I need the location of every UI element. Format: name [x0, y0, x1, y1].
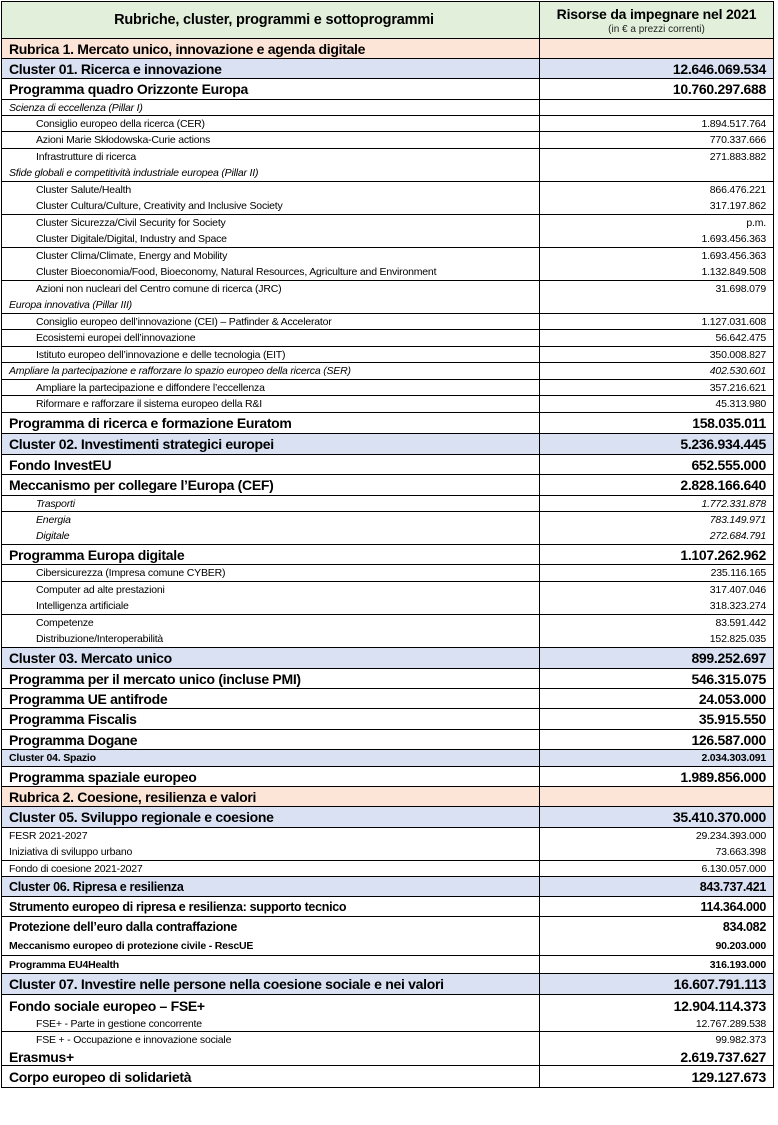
- program-row: [2, 413, 773, 434]
- row-label: Riformare e rafforzare il sistema europeo della R&I: [36, 398, 262, 410]
- row-label: Azioni non nucleari del Centro comune di ricerca (JRC): [36, 283, 282, 295]
- row-value-cell: [540, 669, 773, 688]
- program-row: [2, 1066, 773, 1087]
- row-label-cell: [2, 956, 540, 973]
- row-value-cell: [540, 995, 773, 1016]
- row-label-cell: [2, 917, 540, 937]
- row-label: Programma Dogane: [9, 731, 138, 748]
- row-label-cell: [2, 631, 540, 647]
- row-label-cell: [2, 709, 540, 729]
- table-row: [2, 330, 773, 347]
- row-value-cell: [540, 528, 773, 544]
- program-row: [2, 709, 773, 730]
- row-value: 843.737.421: [699, 879, 766, 894]
- table-row: [2, 565, 773, 582]
- row-value: 350.008.827: [709, 348, 766, 361]
- table-row: [2, 248, 773, 264]
- row-value: 24.053.000: [698, 690, 766, 707]
- row-label: Programma quadro Orizzonte Europa: [9, 81, 249, 97]
- row-label-cell: [2, 995, 540, 1016]
- rubrica-row: [2, 787, 773, 807]
- row-label-cell: [2, 149, 540, 165]
- row-label: Cluster 01. Ricerca e innovazione: [9, 60, 222, 77]
- program-row: [2, 689, 773, 709]
- row-value-cell: [540, 598, 773, 614]
- row-value: 2.828.166.640: [680, 477, 766, 493]
- row-label-cell: [2, 897, 540, 916]
- row-value: 10.760.297.688: [672, 81, 766, 97]
- row-label: Cluster 06. Ripresa e resilienza: [9, 879, 184, 894]
- row-label-cell: [2, 59, 540, 78]
- row-label: Meccanismo per collegare l’Europa (CEF): [9, 477, 274, 493]
- row-value-cell: [540, 750, 773, 766]
- row-value-cell: [540, 1066, 773, 1087]
- row-value-cell: [540, 512, 773, 528]
- row-value-cell: [540, 165, 773, 181]
- row-label: Ampliare la partecipazione e diffondere l’eccellenza: [36, 381, 265, 394]
- row-label: Ecosistemi europei dell’innovazione: [36, 332, 196, 344]
- row-label: Fondo di coesione 2021-2027: [9, 862, 143, 875]
- row-label: Programma UE antifrode: [9, 690, 168, 707]
- pillar-row: [2, 165, 773, 182]
- row-value-cell: [540, 582, 773, 598]
- row-value: 1.693.456.363: [701, 250, 766, 262]
- row-label: Cluster Bioeconomia/Food, Bioeconomy, Natural Resources, Agriculture and Environment: [36, 266, 437, 278]
- row-value: 1.127.031.608: [701, 315, 766, 328]
- row-value-cell: [540, 363, 773, 379]
- row-value: 318.323.274: [709, 600, 766, 612]
- row-value: 357.216.621: [709, 381, 766, 394]
- row-label-cell: [2, 689, 540, 708]
- row-label: Programma EU4Health: [9, 958, 119, 971]
- row-label: Meccanismo europeo di protezione civile - RescUE: [9, 940, 254, 952]
- row-label: Fondo sociale europeo – FSE+: [9, 997, 205, 1014]
- row-label: Istituto europeo dell’innovazione e delle tecnologia (EIT): [36, 348, 286, 361]
- row-value: 899.252.697: [691, 650, 766, 666]
- row-value-cell: [540, 974, 773, 994]
- row-label: Erasmus+: [9, 1048, 74, 1065]
- table-row: [2, 1016, 773, 1032]
- row-value: 1.894.517.764: [701, 117, 766, 130]
- row-value-cell: [540, 787, 773, 806]
- row-label: Programma di ricerca e formazione Euratom: [9, 415, 292, 431]
- row-label-cell: [2, 100, 540, 115]
- row-label: Cluster 04. Spazio: [9, 752, 96, 764]
- row-value-cell: [540, 897, 773, 916]
- row-value: 99.982.373: [715, 1034, 766, 1046]
- row-value-cell: [540, 828, 773, 844]
- row-value-cell: [540, 248, 773, 264]
- row-label-cell: [2, 475, 540, 495]
- row-value: 272.684.791: [709, 530, 766, 542]
- row-label-cell: [2, 434, 540, 454]
- budget-table: [1, 1, 774, 1088]
- row-value-cell: [540, 182, 773, 198]
- row-value: 317.197.862: [709, 200, 766, 212]
- row-value-cell: [540, 380, 773, 395]
- row-value: 45.313.980: [715, 398, 766, 410]
- row-value-cell: [540, 314, 773, 329]
- program-row: [2, 475, 773, 496]
- row-label: Intelligenza artificiale: [36, 600, 129, 612]
- table-row: [2, 1032, 773, 1048]
- row-value: 1.132.849.508: [701, 266, 766, 278]
- row-value: 6.130.057.000: [701, 862, 766, 875]
- row-value: 402.530.601: [709, 365, 766, 377]
- row-label: Programma per il mercato unico (incluse PMI): [9, 670, 301, 687]
- row-label-cell: [2, 396, 540, 412]
- row-value: 158.035.011: [692, 415, 766, 431]
- table-row: [2, 615, 773, 631]
- row-label: Cibersicurezza (Impresa comune CYBER): [36, 567, 226, 579]
- row-value-cell: [540, 844, 773, 860]
- row-label: Trasporti: [36, 497, 75, 510]
- row-label: Corpo europeo di solidarietà: [9, 1068, 192, 1085]
- row-value: 90.203.000: [715, 940, 766, 952]
- row-label: Cluster 07. Investire nelle persone nella coesione sociale e nei valori: [9, 976, 444, 992]
- program-row: [2, 917, 773, 937]
- table-row: [2, 396, 773, 413]
- table-row: [2, 828, 773, 844]
- row-label: Cluster Clima/Climate, Energy and Mobility: [36, 250, 228, 262]
- row-value: p.m.: [746, 217, 766, 229]
- table-row: [2, 198, 773, 215]
- row-label: Strumento europeo di ripresa e resilienza: supporto tecnico: [9, 899, 347, 914]
- rubrica-row: [2, 39, 773, 59]
- row-label: FSE+ - Parte in gestione concorrente: [36, 1017, 202, 1030]
- row-value-cell: [540, 956, 773, 973]
- row-value-cell: [540, 767, 773, 786]
- row-label-cell: [2, 1032, 540, 1048]
- row-label-cell: [2, 528, 540, 544]
- row-label-cell: [2, 565, 540, 581]
- row-label-cell: [2, 598, 540, 614]
- row-label-cell: [2, 545, 540, 564]
- row-label-cell: [2, 231, 540, 247]
- row-value-cell: [540, 231, 773, 247]
- row-label-cell: [2, 39, 540, 58]
- row-value-cell: [540, 877, 773, 896]
- row-value-cell: [540, 198, 773, 214]
- cluster-row: [2, 59, 773, 79]
- row-value-cell: [540, 615, 773, 631]
- row-value-cell: [540, 413, 773, 433]
- row-value: 152.825.035: [709, 633, 766, 645]
- row-value-cell: [540, 215, 773, 231]
- row-label-cell: [2, 380, 540, 395]
- row-value: 83.591.442: [715, 617, 766, 629]
- table-row: [2, 861, 773, 877]
- row-label: Cluster Sicurezza/Civil Security for Society: [36, 217, 226, 229]
- table-body: [2, 39, 773, 1087]
- table-row: [2, 231, 773, 248]
- row-value: 129.127.673: [691, 1068, 766, 1085]
- row-value: 2.034.303.091: [701, 752, 766, 764]
- row-label-cell: [2, 330, 540, 346]
- row-label: Europa innovativa (Pillar III): [9, 299, 132, 311]
- row-label: Cluster 05. Sviluppo regionale e coesione: [9, 809, 274, 825]
- header-col-value-subtitle: (in € a prezzi correnti): [608, 23, 705, 35]
- row-label-cell: [2, 198, 540, 214]
- program-row: [2, 937, 773, 956]
- row-label: Protezione dell’euro dalla contraffazione: [9, 920, 238, 934]
- row-value: 317.407.046: [709, 584, 766, 596]
- row-value: 5.236.934.445: [680, 436, 766, 452]
- table-row: [2, 264, 773, 281]
- program-row: [2, 956, 773, 974]
- row-label-cell: [2, 787, 540, 806]
- row-value-cell: [540, 631, 773, 647]
- row-value: 2.619.737.627: [680, 1048, 766, 1065]
- row-value: 770.337.666: [709, 134, 766, 146]
- row-label-cell: [2, 730, 540, 749]
- cluster-row: [2, 807, 773, 828]
- row-label-cell: [2, 582, 540, 598]
- row-label: Competenze: [36, 617, 94, 629]
- row-value: 12.646.069.534: [672, 60, 766, 77]
- row-label: Distribuzione/Interoperabilità: [36, 633, 164, 645]
- row-label: Rubrica 1. Mercato unico, innovazione e agenda digitale: [9, 40, 366, 57]
- pillar-row: [2, 363, 773, 380]
- program-row: [2, 1048, 773, 1066]
- program-row: [2, 767, 773, 787]
- row-label-cell: [2, 281, 540, 297]
- table-row: [2, 132, 773, 149]
- row-value-cell: [540, 475, 773, 495]
- program-row: [2, 730, 773, 750]
- row-value-cell: [540, 264, 773, 280]
- row-label: Ampliare la partecipazione e rafforzare lo spazio europeo della ricerca (SER): [9, 365, 351, 377]
- row-label-cell: [2, 767, 540, 786]
- row-value: 866.476.221: [709, 184, 766, 196]
- table-row: [2, 215, 773, 231]
- row-value-cell: [540, 1032, 773, 1048]
- row-label-cell: [2, 455, 540, 474]
- cluster-row: [2, 648, 773, 669]
- row-value-cell: [540, 730, 773, 749]
- table-row: [2, 631, 773, 648]
- row-label-cell: [2, 1016, 540, 1031]
- row-value-cell: [540, 347, 773, 362]
- cluster-row: [2, 750, 773, 767]
- row-label-cell: [2, 669, 540, 688]
- cluster-row: [2, 877, 773, 897]
- row-label-cell: [2, 363, 540, 379]
- row-value: 31.698.079: [715, 283, 766, 295]
- row-label: Rubrica 2. Coesione, resilienza e valori: [9, 788, 257, 805]
- row-label: Scienza di eccellenza (Pillar I): [9, 101, 143, 114]
- program-row: [2, 897, 773, 917]
- table-row: [2, 528, 773, 545]
- row-value-cell: [540, 565, 773, 581]
- row-label-cell: [2, 496, 540, 511]
- header-col-label-text: Rubriche, cluster, programmi e sottoprogrammi: [114, 12, 434, 28]
- row-value-cell: [540, 281, 773, 297]
- row-label-cell: [2, 215, 540, 231]
- header-col-label: [2, 2, 540, 38]
- row-label-cell: [2, 974, 540, 994]
- row-value: 652.555.000: [691, 456, 766, 473]
- cluster-row: [2, 974, 773, 995]
- row-value-cell: [540, 297, 773, 313]
- row-label: Azioni Marie Skłodowska-Curie actions: [36, 134, 211, 146]
- table-row: [2, 314, 773, 330]
- row-value-cell: [540, 1016, 773, 1031]
- row-label: Cluster Digitale/Digital, Industry and Space: [36, 233, 227, 245]
- table-row: [2, 380, 773, 396]
- row-value-cell: [540, 39, 773, 58]
- row-label-cell: [2, 297, 540, 313]
- row-value-cell: [540, 648, 773, 668]
- row-label-cell: [2, 615, 540, 631]
- row-label: Cluster 02. Investimenti strategici europei: [9, 436, 274, 452]
- table-row: [2, 512, 773, 528]
- row-label-cell: [2, 844, 540, 860]
- row-label: Iniziativa di sviluppo urbano: [9, 846, 133, 858]
- program-row: [2, 545, 773, 565]
- row-label-cell: [2, 512, 540, 528]
- row-label: Consiglio europeo dell’innovazione (CEI) – Patfinder & Accelerator: [36, 315, 332, 328]
- row-value: 783.149.971: [709, 514, 766, 526]
- row-label: FESR 2021-2027: [9, 830, 88, 842]
- row-value-cell: [540, 79, 773, 99]
- table-row: [2, 582, 773, 598]
- row-value: 16.607.791.113: [673, 976, 766, 992]
- row-label: FSE + - Occupazione e innovazione sociale: [36, 1034, 232, 1046]
- row-label: Cluster 03. Mercato unico: [9, 650, 172, 666]
- row-label-cell: [2, 648, 540, 668]
- row-value-cell: [540, 709, 773, 729]
- row-value-cell: [540, 917, 773, 937]
- row-label: Programma Fiscalis: [9, 711, 137, 727]
- row-label-cell: [2, 937, 540, 955]
- row-value-cell: [540, 937, 773, 955]
- row-value: 834.082: [722, 920, 766, 934]
- row-value-cell: [540, 496, 773, 511]
- row-label-cell: [2, 264, 540, 280]
- header-col-value: [540, 2, 773, 38]
- table-row: [2, 116, 773, 132]
- row-label-cell: [2, 79, 540, 99]
- row-value-cell: [540, 149, 773, 165]
- table-row: [2, 844, 773, 861]
- row-label: Computer ad alte prestazioni: [36, 584, 165, 596]
- row-label-cell: [2, 750, 540, 766]
- row-label-cell: [2, 182, 540, 198]
- row-label-cell: [2, 1066, 540, 1087]
- row-value-cell: [540, 100, 773, 115]
- row-label-cell: [2, 165, 540, 181]
- row-value: 1.772.331.878: [701, 497, 766, 510]
- row-label: Consiglio europeo della ricerca (CER): [36, 117, 205, 130]
- row-label: Programma Europa digitale: [9, 546, 185, 563]
- row-value: 12.904.114.373: [673, 997, 766, 1014]
- cluster-row: [2, 434, 773, 455]
- row-value: 1.989.856.000: [680, 768, 766, 785]
- row-value-cell: [540, 132, 773, 148]
- row-value: 56.642.475: [715, 332, 766, 344]
- header-col-value-title: Risorse da impegnare nel 2021: [556, 5, 757, 22]
- row-label: Digitale: [36, 530, 70, 542]
- row-value: 271.883.882: [709, 151, 766, 163]
- row-value-cell: [540, 330, 773, 346]
- table-row: [2, 496, 773, 512]
- row-label-cell: [2, 877, 540, 896]
- row-value: 35.410.370.000: [672, 809, 766, 825]
- row-value: 35.915.550: [698, 711, 766, 727]
- row-value-cell: [540, 455, 773, 474]
- table-row: [2, 182, 773, 198]
- row-label-cell: [2, 132, 540, 148]
- row-label: Fondo InvestEU: [9, 456, 112, 473]
- row-value-cell: [540, 861, 773, 876]
- row-label-cell: [2, 828, 540, 844]
- row-value-cell: [540, 1048, 773, 1065]
- row-value: 29.234.393.000: [695, 830, 766, 842]
- row-value: 73.663.398: [715, 846, 766, 858]
- row-value-cell: [540, 434, 773, 454]
- program-row: [2, 455, 773, 475]
- row-label: Infrastrutture di ricerca: [36, 151, 137, 163]
- program-row: [2, 995, 773, 1016]
- row-value-cell: [540, 689, 773, 708]
- table-row: [2, 281, 773, 297]
- row-value: 1.693.456.363: [701, 233, 766, 245]
- row-value: 12.767.289.538: [695, 1017, 766, 1030]
- row-label-cell: [2, 116, 540, 131]
- table-header: [2, 2, 773, 39]
- program-row: [2, 669, 773, 689]
- pillar-row: [2, 100, 773, 116]
- row-label-cell: [2, 413, 540, 433]
- table-row: [2, 149, 773, 165]
- row-value: 1.107.262.962: [680, 546, 766, 563]
- row-label-cell: [2, 347, 540, 362]
- row-value: 126.587.000: [691, 731, 766, 748]
- table-row: [2, 347, 773, 363]
- row-value-cell: [540, 807, 773, 827]
- row-label: Cluster Salute/Health: [36, 184, 132, 196]
- row-label-cell: [2, 248, 540, 264]
- table-row: [2, 598, 773, 615]
- row-value: 114.364.000: [700, 899, 766, 914]
- row-value-cell: [540, 116, 773, 131]
- pillar-row: [2, 297, 773, 314]
- row-value: 235.116.165: [710, 567, 766, 579]
- row-value: 546.315.075: [691, 670, 766, 687]
- row-value-cell: [540, 396, 773, 412]
- row-value-cell: [540, 59, 773, 78]
- row-label-cell: [2, 1048, 540, 1065]
- row-label: Energia: [36, 514, 71, 526]
- row-label-cell: [2, 861, 540, 876]
- row-value-cell: [540, 545, 773, 564]
- row-label: Programma spaziale europeo: [9, 768, 197, 785]
- row-value: 316.193.000: [709, 958, 766, 971]
- row-label-cell: [2, 314, 540, 329]
- row-label: Sfide globali e competitività industriale europea (Pillar II): [9, 167, 259, 179]
- row-label: Cluster Cultura/Culture, Creativity and Inclusive Society: [36, 200, 283, 212]
- program-row: [2, 79, 773, 100]
- row-label-cell: [2, 807, 540, 827]
